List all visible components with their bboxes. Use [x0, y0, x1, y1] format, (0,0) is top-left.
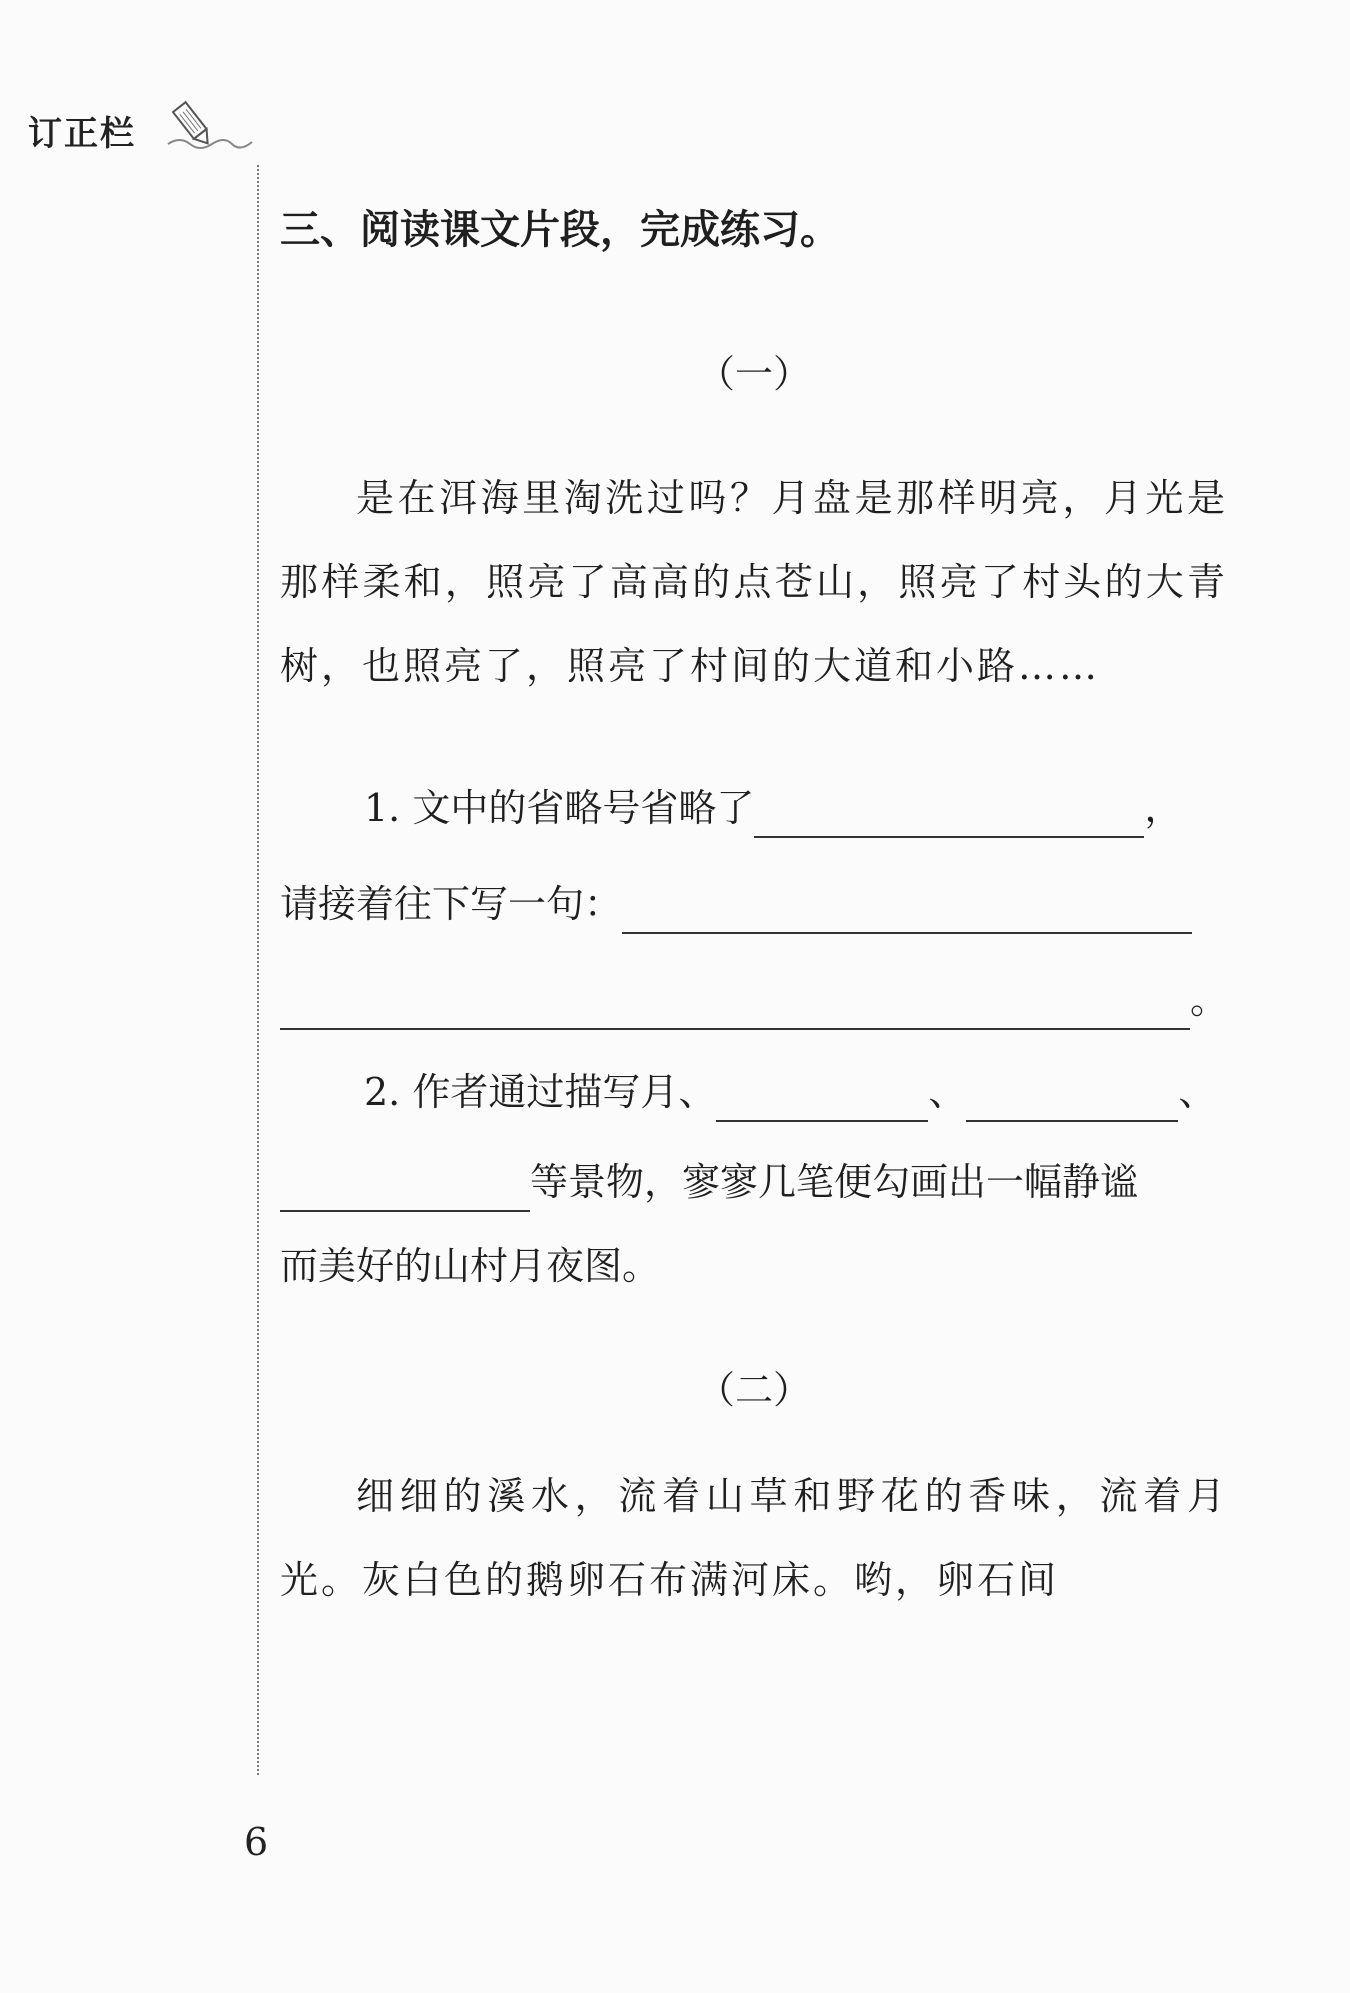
margin-divider — [257, 165, 259, 1775]
period-mark: 。 — [1190, 978, 1229, 1022]
passage-one: 是在洱海里淘洗过吗？月盘是那样明亮，月光是那样柔和，照亮了高高的点苍山，照亮了村头的大青树，也照亮了，照亮了村间的大道和小路…… — [280, 476, 1228, 688]
section-heading: 三、阅读课文片段，完成练习。 — [280, 207, 840, 253]
exercise-content — [280, 200, 1228, 1622]
answer-blank[interactable] — [716, 1080, 928, 1122]
separator-mark: 、 — [928, 1070, 967, 1114]
question-two-prompt: 2. 作者通过描写月、 — [364, 1070, 717, 1114]
answer-blank[interactable] — [966, 1080, 1178, 1122]
answer-blank[interactable] — [622, 892, 1192, 934]
comma-mark: ， — [1144, 786, 1183, 830]
separator-mark: 、 — [1178, 1070, 1217, 1114]
question-one-followup: 请接着往下写一句： — [280, 882, 623, 926]
answer-blank[interactable] — [280, 988, 1190, 1030]
answer-blank[interactable] — [280, 1170, 530, 1212]
part-two-label: （二） — [696, 1368, 811, 1412]
question-two-ending: 而美好的山村月夜图。 — [280, 1244, 661, 1288]
answer-blank[interactable] — [754, 796, 1144, 838]
pencil-icon — [166, 92, 256, 156]
part-one-label: （一） — [696, 352, 811, 396]
correction-column-label: 订正栏 — [28, 114, 136, 154]
question-one-prompt: 1. 文中的省略号省略了 — [364, 786, 755, 830]
question-two — [280, 1062, 1228, 1296]
question-two-continuation: 等景物，寥寥几笔便勾画出一幅静谧 — [530, 1160, 1139, 1204]
passage-two: 细细的溪水，流着山草和野花的香味，流着月光。灰白色的鹅卵石布满河床。哟，卵石间 — [280, 1474, 1228, 1602]
page-number: 6 — [244, 1820, 269, 1864]
question-one — [280, 778, 1228, 1030]
